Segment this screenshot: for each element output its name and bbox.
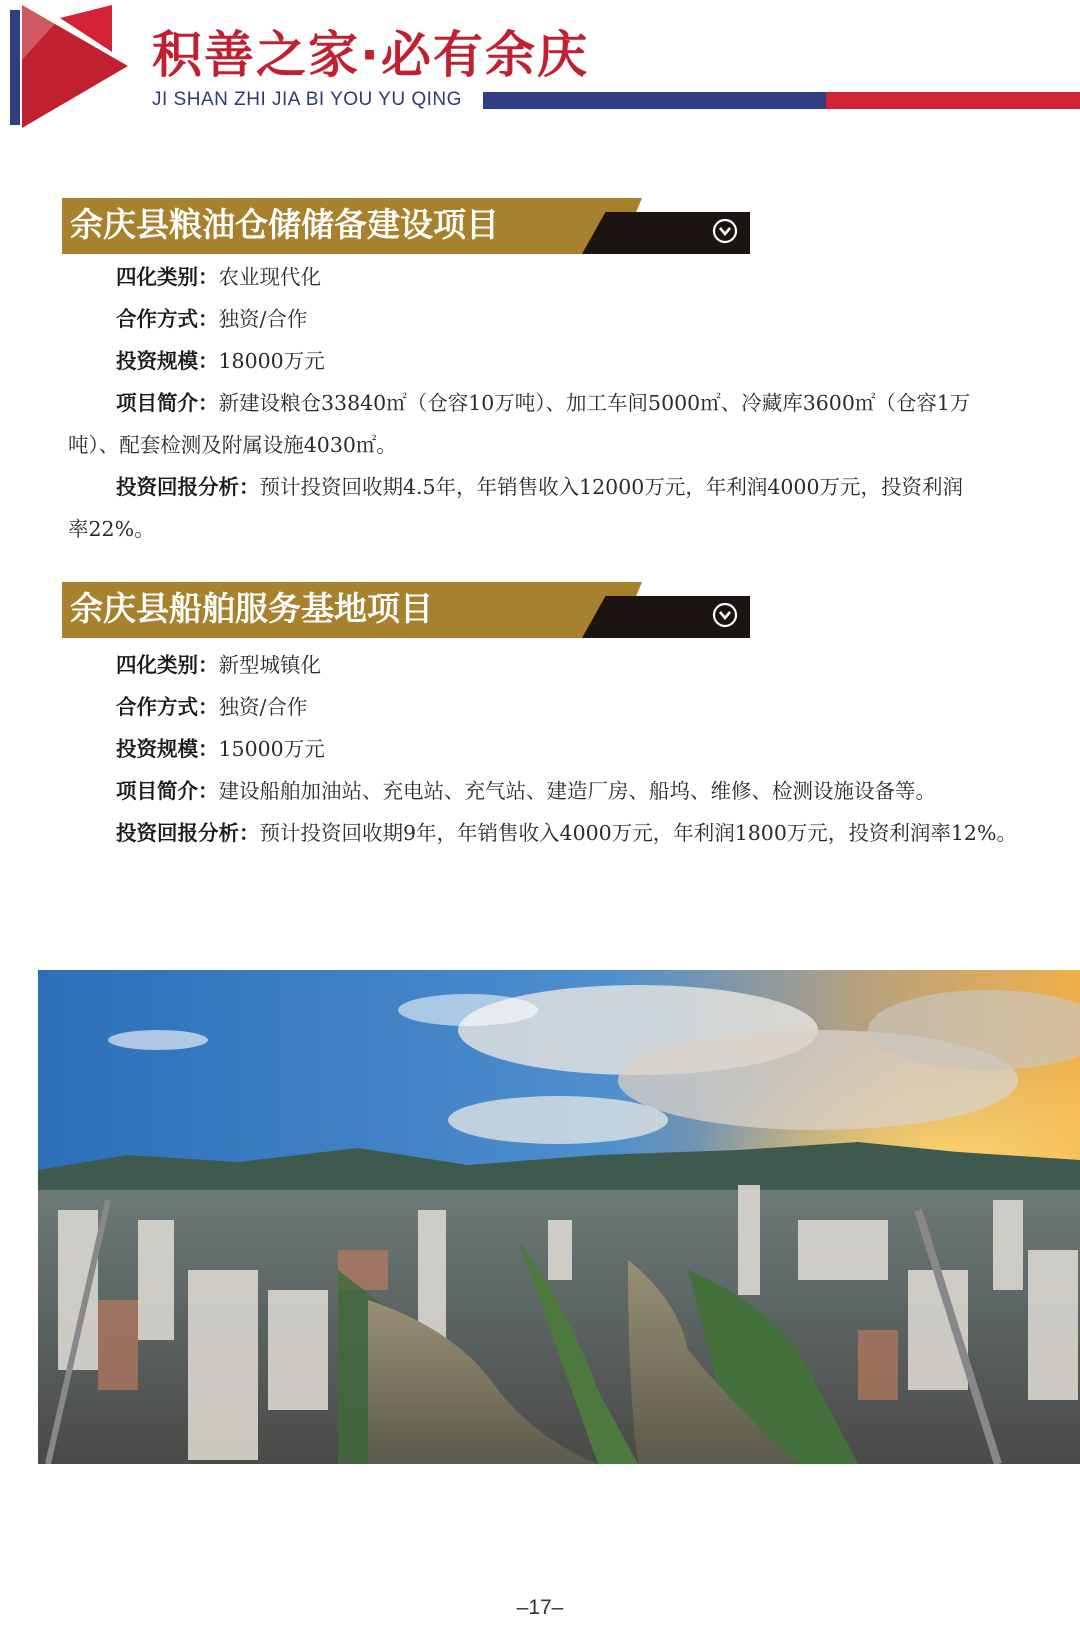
city-panorama-photo [38,970,1080,1464]
scale-label: 投资规模： [116,349,219,373]
project-1-category-row [68,256,1068,298]
scale-label: 投资规模： [116,737,219,761]
intro-label: 项目简介： [116,391,219,415]
category-value: 新型城镇化 [218,653,321,677]
project-2-banner [62,582,750,638]
scale-value: 15000万元 [218,737,325,761]
project-2-intro-row [68,770,1068,812]
project-2-scale-row [68,728,1068,770]
header-bar-red [826,92,1080,109]
intro-line-2: 吨）、配套检测及附属设施4030㎡。 [68,433,397,457]
return-label: 投资回报分析： [116,475,260,499]
scale-value: 18000万元 [218,349,325,373]
project-2-category-row [68,644,1068,686]
brand-logo [0,0,140,135]
project-1-mode-row [68,298,1068,340]
project-2-mode-row [68,686,1068,728]
project-1-title: 余庆县粮油仓储储备建设项目 [70,205,499,244]
chevron-down-circle-icon[interactable] [712,602,738,628]
project-1-return-row [68,466,1068,508]
project-2-body [68,644,1068,854]
brand-title: 积善之家·必有余庆 [152,26,589,84]
chevron-down-circle-icon[interactable] [712,218,738,244]
intro-line-1: 建设船舶加油站、充电站、充气站、建造厂房、船坞、维修、检测设施设备等。 [218,779,936,803]
page-number: –17– [516,1596,564,1619]
project-1-body [68,256,1068,550]
category-label: 四化类别： [116,265,219,289]
return-line-1: 预计投资回收期9年，年销售收入4000万元，年利润1800万元，投资利润率12%。 [259,821,1017,845]
category-label: 四化类别： [116,653,219,677]
brand-subtitle: JI SHAN ZHI JIA BI YOU YU QING [152,89,462,110]
mode-value: 独资/合作 [218,307,308,331]
mode-label: 合作方式： [116,307,219,331]
mode-label: 合作方式： [116,695,219,719]
project-2-return-row [68,812,1068,854]
intro-label: 项目简介： [116,779,219,803]
category-value: 农业现代化 [218,265,321,289]
mode-value: 独资/合作 [218,695,308,719]
return-label: 投资回报分析： [116,821,260,845]
return-line-1: 预计投资回收期4.5年，年销售收入12000万元，年利润4000万元，投资利润 [259,475,963,499]
project-2-title: 余庆县船舶服务基地项目 [70,589,433,628]
header-bar-blue [483,92,826,109]
intro-line-1: 新建设粮仓33840㎡（仓容10万吨）、加工车间5000㎡、冷藏库3600㎡（仓容1万 [218,391,971,415]
project-1-scale-row [68,340,1068,382]
project-1-intro-row [68,382,1068,424]
return-line-2: 率22%。 [68,517,155,541]
project-1-banner [62,198,750,254]
